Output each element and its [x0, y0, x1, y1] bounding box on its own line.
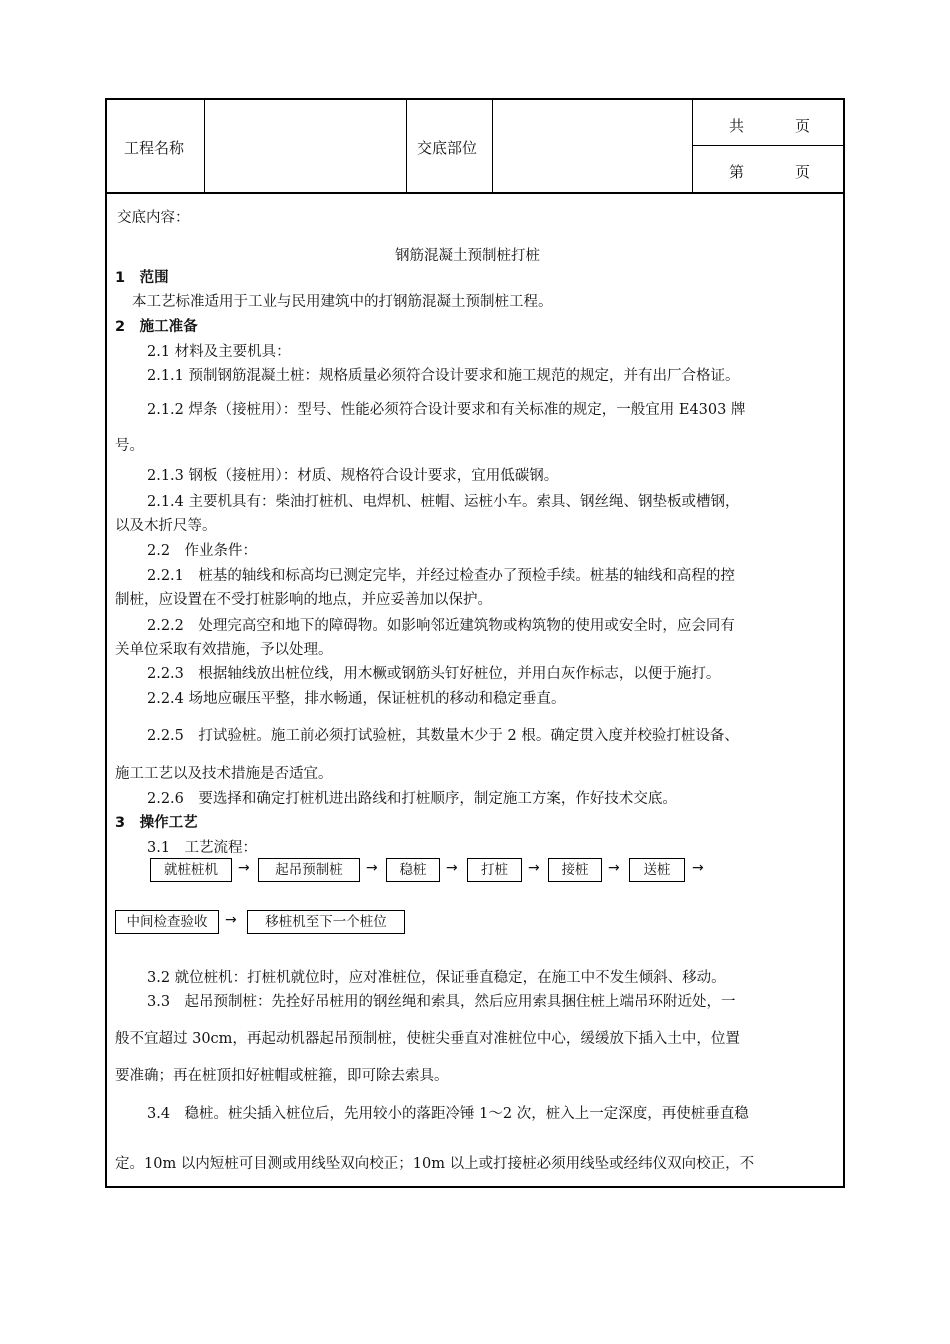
- paragraph: 3.3 起吊预制桩：先拴好吊桩用的钢丝绳和索具，然后应用索具捆住桩上端吊环附近处，一: [147, 994, 736, 1010]
- form-frame: [105, 98, 845, 1188]
- section-heading-3: 3 操作工艺: [115, 815, 198, 831]
- arrow-icon: →: [528, 860, 540, 876]
- divider: [692, 145, 843, 146]
- paragraph: 2.2.1 桩基的轴线和标高均已测定完毕，并经过检查办了预检手续。桩基的轴线和高程的控: [147, 568, 735, 584]
- document-title: 钢筋混凝土预制桩打桩: [395, 248, 540, 264]
- flow-step: 打桩: [467, 858, 522, 882]
- paragraph: 3.1 工艺流程：: [147, 840, 258, 856]
- paragraph: 2.1.3 钢板（接桩用）：材质、规格符合设计要求，宜用低碳钢。: [147, 468, 559, 484]
- paragraph: 2.2.4 场地应碾压平整，排水畅通，保证桩机的移动和稳定垂直。: [147, 691, 566, 707]
- paragraph: 本工艺标准适用于工业与民用建筑中的打钢筋混凝土预制桩工程。: [132, 294, 553, 310]
- flow-step: 接桩: [548, 858, 602, 882]
- flow-step: 就桩桩机: [150, 858, 232, 882]
- arrow-icon: →: [608, 860, 620, 876]
- paragraph: 要准确；再在桩顶扣好桩帽或桩箍，即可除去索具。: [115, 1068, 449, 1084]
- divider: [406, 100, 407, 192]
- header-row: [107, 100, 843, 194]
- page-number-label: 第: [729, 163, 745, 181]
- flow-step: 送桩: [629, 858, 685, 882]
- total-pages-unit: 页: [795, 117, 811, 135]
- flow-step: 移桩机至下一个桩位: [247, 910, 405, 934]
- paragraph: 2.1.4 主要机具有：柴油打桩机、电焊机、桩帽、运桩小车。索具、钢丝绳、钢垫板或槽钢，: [147, 494, 740, 510]
- paragraph: 2.2.5 打试验桩。施工前必须打试验桩，其数量木少于 2 根。确定贯入度并校验打桩设备、: [147, 728, 739, 744]
- divider: [692, 100, 693, 192]
- paragraph: 3.2 就位桩机：打桩机就位时，应对准桩位，保证垂直稳定，在施工中不发生倾斜、移动。: [147, 970, 726, 986]
- paragraph: 3.4 稳桩。桩尖插入桩位后，先用较小的落距冷锤 1～2 次，桩入上一定深度，再使桩垂直稳: [147, 1106, 749, 1122]
- paragraph: 号。: [115, 438, 144, 454]
- paragraph: 2.1 材料及主要机具：: [147, 344, 291, 360]
- paragraph: 施工工艺以及技术措施是否适宜。: [115, 766, 333, 782]
- total-pages-label: 共: [729, 117, 745, 135]
- paragraph: 关单位采取有效措施，予以处理。: [115, 642, 333, 658]
- paragraph: 制桩，应设置在不受打桩影响的地点，并应妥善加以保护。: [115, 592, 492, 608]
- project-name-label: 工程名称: [124, 139, 185, 157]
- paragraph: 2.2.2 处理完高空和地下的障碍物。如影响邻近建筑物或构筑物的使用或安全时，应会同有: [147, 618, 735, 634]
- part-label: 交底部位: [417, 139, 478, 157]
- paragraph: 2.2.3 根据轴线放出桩位线，用木橛或钢筋头钉好桩位，并用白灰作标志，以便于施打。: [147, 666, 721, 682]
- paragraph: 定。10m 以内短桩可目测或用线坠双向校正；10m 以上或打接桩必须用线坠或经纬仪双向校正，不: [115, 1156, 755, 1172]
- arrow-icon: →: [446, 860, 458, 876]
- section-heading-1: 1 范围: [115, 270, 169, 286]
- arrow-icon: →: [225, 912, 237, 928]
- paragraph: 2.1.1 预制钢筋混凝土桩：规格质量必须符合设计要求和施工规范的规定，并有出厂合格证。: [147, 368, 740, 384]
- paragraph: 2.1.2 焊条（接桩用）：型号、性能必须符合设计要求和有关标准的规定，一般宜用 E4303 牌: [147, 402, 746, 418]
- divider: [204, 100, 205, 192]
- arrow-icon: →: [366, 860, 378, 876]
- arrow-icon: →: [238, 860, 250, 876]
- flow-step: 起吊预制桩: [258, 858, 360, 882]
- flow-step: 稳桩: [386, 858, 440, 882]
- paragraph: 般不宜超过 30cm，再起动机器起吊预制桩，使桩尖垂直对准桩位中心，缓缓放下插入土中，位置: [115, 1031, 740, 1047]
- flow-step: 中间检查验收: [115, 910, 219, 934]
- section-heading-2: 2 施工准备: [115, 319, 198, 335]
- page-number-unit: 页: [795, 163, 811, 181]
- divider: [492, 100, 493, 192]
- paragraph: 2.2 作业条件：: [147, 543, 258, 559]
- paragraph: 以及木折尺等。: [115, 518, 217, 534]
- paragraph: 2.2.6 要选择和确定打桩机进出路线和打桩顺序，制定施工方案，作好技术交底。: [147, 791, 677, 807]
- arrow-icon: →: [692, 860, 704, 876]
- intro-label: 交底内容：: [117, 210, 190, 226]
